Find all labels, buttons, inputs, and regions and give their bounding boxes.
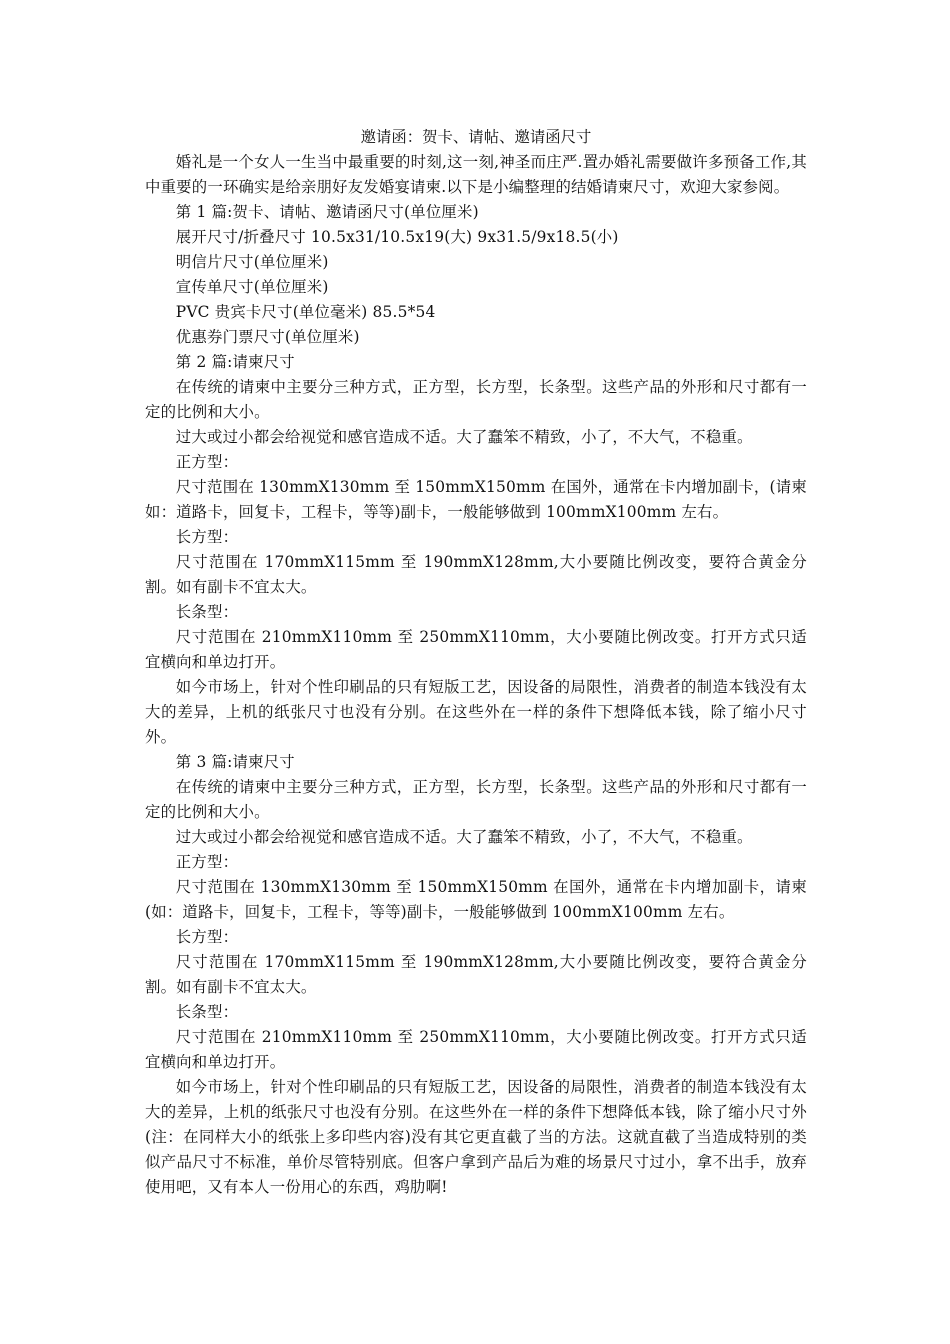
- paragraph: 长方型：: [175, 528, 239, 546]
- paragraph: 展开尺寸/折叠尺寸 10.5x31/10.5x19(大) 9x31.5/9x18.5(小): [175, 228, 619, 246]
- paragraph: 长条型：: [175, 1003, 239, 1021]
- document-title: 邀请函：贺卡、请帖、邀请函尺寸: [360, 128, 592, 146]
- document-body: [145, 150, 807, 1200]
- paragraph: 正方型：: [175, 853, 239, 871]
- section-heading-2: 第 2 篇:请柬尺寸: [175, 353, 295, 371]
- paragraph-final: 如今市场上，针对个性印刷品的只有短版工艺，因设备的局限性，消费者的制造本钱没有太大的差异，上机的纸张尺寸也没有分别。在这些外在一样的条件下想降低本钱，除了缩小尺寸外(注：在同样大小的纸张上多印些内容)没有其它更直截了当的方法。这就直截了当造成特别的类似产品尺寸不标准，单价尽管特别底。但客户拿到产品后为难的场景尺寸过小，拿不出手，放弃使用吧，又有本人一份用心的东西，鸡肋啊!: [145, 1078, 808, 1196]
- paragraph: 如今市场上，针对个性印刷品的只有短版工艺，因设备的局限性，消费者的制造本钱没有太大的差异，上机的纸张尺寸也没有分别。在这些外在一样的条件下想降低本钱，除了缩小尺寸外。: [145, 678, 807, 746]
- paragraph: 尺寸范围在 130mmX130mm 至 150mmX150mm 在国外，通常在卡内增加副卡，请柬(如：道路卡，回复卡，工程卡，等等)副卡，一般能够做到 100mmX100mm 左右。: [145, 878, 807, 921]
- paragraph: 宣传单尺寸(单位厘米): [175, 278, 329, 296]
- paragraph: 优惠券门票尺寸(单位厘米): [175, 328, 360, 346]
- paragraph: 在传统的请柬中主要分三种方式，正方型，长方型，长条型。这些产品的外形和尺寸都有一定的比例和大小。: [145, 778, 807, 821]
- paragraph: 长方型：: [175, 928, 239, 946]
- document-page: [145, 125, 807, 1200]
- paragraph: 过大或过小都会给视觉和感官造成不适。大了蠢笨不精致，小了，不大气，不稳重。: [175, 828, 753, 846]
- paragraph: 长条型：: [175, 603, 239, 621]
- paragraph: 正方型：: [175, 453, 239, 471]
- section-heading-1: 第 1 篇:贺卡、请帖、邀请函尺寸(单位厘米): [175, 203, 479, 221]
- paragraph: 尺寸范围在 170mmX115mm 至 190mmX128mm,大小要随比例改变，要符合黄金分割。如有副卡不宜太大。: [145, 553, 807, 596]
- paragraph-intro: 婚礼是一个女人一生当中最重要的时刻,这一刻,神圣而庄严.置办婚礼需要做许多预备工作,其中重要的一环确实是给亲朋好友发婚宴请柬.以下是小编整理的结婚请柬尺寸，欢迎大家参阅。: [145, 153, 807, 196]
- paragraph: PVC 贵宾卡尺寸(单位毫米) 85.5*54: [175, 303, 436, 321]
- paragraph: 明信片尺寸(单位厘米): [175, 253, 329, 271]
- paragraph: 过大或过小都会给视觉和感官造成不适。大了蠢笨不精致，小了，不大气，不稳重。: [175, 428, 753, 446]
- paragraph: 尺寸范围在 130mmX130mm 至 150mmX150mm 在国外，通常在卡内增加副卡，(请柬如：道路卡，回复卡，工程卡，等等)副卡，一般能够做到 100mmX100mm 左右。: [145, 478, 807, 521]
- paragraph: 尺寸范围在 210mmX110mm 至 250mmX110mm，大小要随比例改变。打开方式只适宜横向和单边打开。: [145, 628, 807, 671]
- paragraph: 在传统的请柬中主要分三种方式，正方型，长方型，长条型。这些产品的外形和尺寸都有一定的比例和大小。: [145, 378, 807, 421]
- paragraph: 尺寸范围在 210mmX110mm 至 250mmX110mm，大小要随比例改变。打开方式只适宜横向和单边打开。: [145, 1028, 807, 1071]
- paragraph: 尺寸范围在 170mmX115mm 至 190mmX128mm,大小要随比例改变，要符合黄金分割。如有副卡不宜太大。: [145, 953, 807, 996]
- section-heading-3: 第 3 篇:请柬尺寸: [175, 753, 295, 771]
